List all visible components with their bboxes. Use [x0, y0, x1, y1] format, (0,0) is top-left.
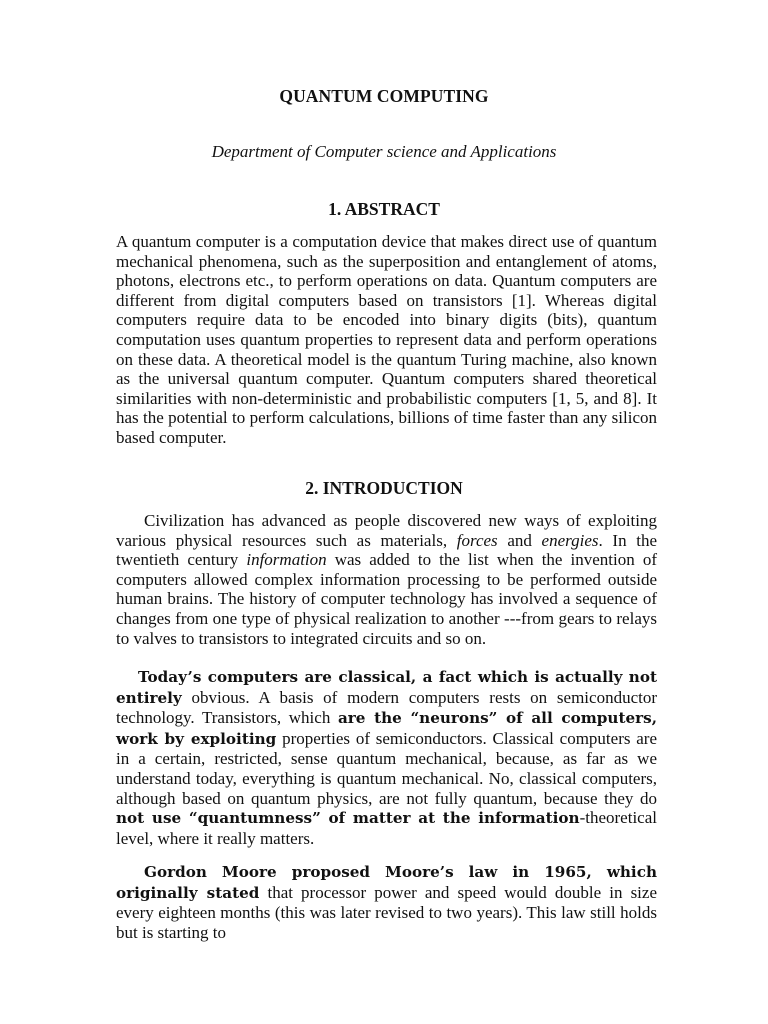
- intro-p2-bold: are the “neurons” of all computers, work by exploiting: [116, 709, 657, 748]
- abstract-paragraph: A quantum computer is a computation device that makes direct use of quantum mechanical phenomena, such as the superposition and entanglement of atoms, photons, electrons etc., to perform operations on data. Quantum computers are different from digital computers based on transistors [1]. Whereas digital computers require data to be encoded into binary digits (bits), quantum computation uses quantum properties to represent data and perform operations on these data. A theoretical model is the quantum Turing machine, also known as the universal quantum computer. Quantum computers shared theoretical similarities with non-deterministic and probabilistic computers [1, 5, and 8]. It has the potential to perform calculations, billions of time faster than any silicon based computer.: [116, 232, 657, 447]
- intro-p2-bold: Today’s computers are classical, a fact which is actually not entirely: [116, 668, 657, 707]
- intro-p3-text: that processor power and speed would double in size every eighteen months (this was later revised to two years). This law still holds but is starting to: [116, 882, 657, 942]
- intro-p3-bold: Gordon Moore proposed Moore’s law in 1965, which originally stated: [116, 863, 657, 902]
- intro-p2-text: properties of semiconductors. Classical computers are in a certain, restricted, sense quantum mechanical, because, as far as we understand today, everything is quantum mechanical. No, classical computers, although based on quantum physics, are not fully quantum, because they do: [116, 728, 658, 808]
- intro-paragraph-3: [116, 862, 657, 942]
- paper-title: QUANTUM COMPUTING: [279, 86, 489, 106]
- department-line: Department of Computer science and Applications: [211, 142, 557, 161]
- intro-p1-information: information: [246, 550, 327, 570]
- intro-p1-text: and: [497, 530, 542, 550]
- intro-paragraph-2: [116, 667, 657, 848]
- intro-p2-text: obvious. A basis of modern computers rests on semiconductor technology. Transistors, which: [116, 687, 657, 728]
- intro-p1-text: . In the twentieth century: [116, 530, 657, 570]
- abstract-heading: 1. ABSTRACT: [328, 199, 440, 219]
- intro-p2-text: -theoretical level, where it really matters.: [116, 808, 657, 848]
- intro-p1-forces: forces: [456, 530, 498, 550]
- intro-paragraph-1: [116, 511, 657, 648]
- introduction-heading: 2. INTRODUCTION: [305, 478, 463, 498]
- intro-p1-energies: energies: [541, 530, 599, 550]
- intro-p2-bold: not use “quantumness” of matter at the information: [116, 809, 580, 828]
- intro-p1-text: was added to the list when the invention of computers allowed complex information processing to be performed outside human brains. The history of computer technology has involved a sequence of changes from one type of physical realization to another ---from gears to relays to valves to transistors to integrated circuits and so on.: [116, 550, 657, 648]
- intro-p1-text: Civilization has advanced as people discovered new ways of exploiting various physical resources such as materials,: [116, 511, 657, 550]
